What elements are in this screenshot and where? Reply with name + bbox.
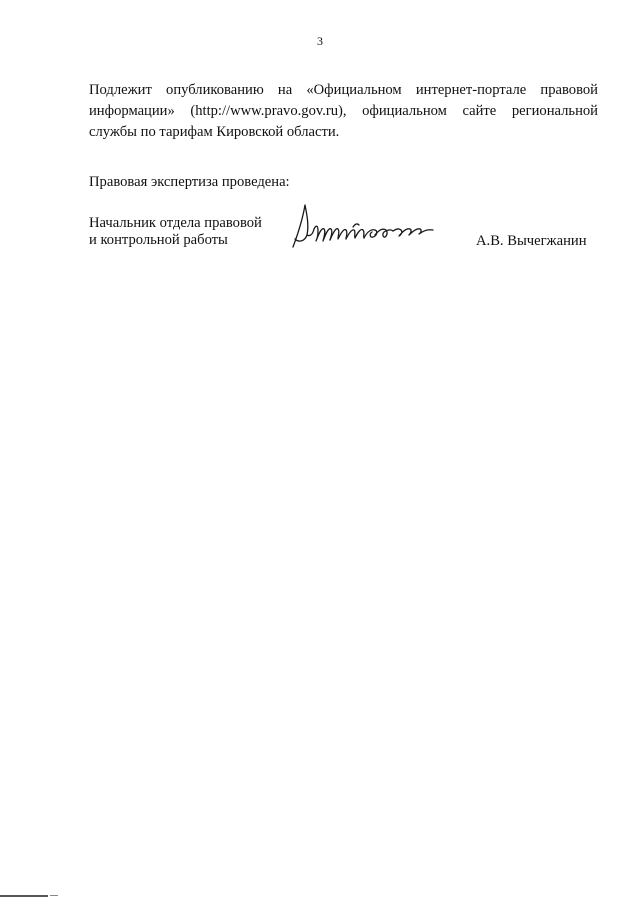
publication-notice: Подлежит опубликованию на «Официальном интернет-портале правовой информации» (http://www.pravo.gov.ru), официальном сайте региональной службы по тарифам Кировской области.: [89, 82, 598, 140]
legal-review-note: Правовая экспертиза проведена:: [89, 174, 290, 190]
footer-line: [0, 895, 48, 897]
signatory-title-line2: и контрольной работы: [89, 232, 228, 248]
signatory-title: [89, 215, 262, 249]
signatory-title-line1: Начальник отдела правовой: [89, 215, 262, 231]
signatory-name: А.В. Вычегжанин: [476, 233, 587, 249]
page-number: 3: [317, 34, 323, 48]
handwritten-signature: [283, 199, 443, 253]
